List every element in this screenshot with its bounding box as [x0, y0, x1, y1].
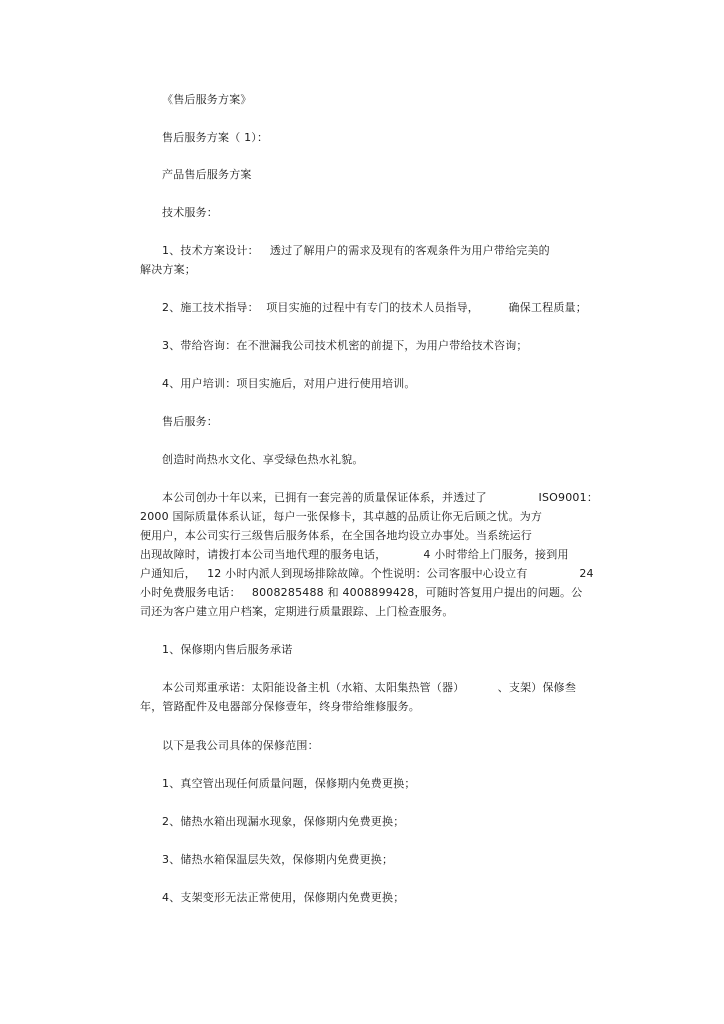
- slogan: 创造时尚热水文化、享受绿色热水礼貌。: [162, 453, 364, 466]
- document-subtitle: 售后服务方案（ 1）：: [162, 131, 269, 144]
- tech-item-1-line-2: 解决方案；: [140, 263, 196, 276]
- tech-item-2: 2、施工技术指导： 项目实施的过程中有专门的技术人员指导， 确保工程质量；: [162, 301, 587, 314]
- scope-intro: 以下是我公司具体的保修范围：: [162, 739, 319, 752]
- heading-warranty: 1、保修期内售后服务承诺: [162, 643, 293, 656]
- tech-item-4: 4、用户培训：项目实施后，对用户进行使用培训。: [162, 377, 416, 390]
- intro-line-3: 便用户，本公司实行三级售后服务体系，在全国各地均设立办事处。当系统运行: [140, 529, 532, 542]
- intro-line-1: 本公司创办十年以来，已拥有一套完善的质量保证体系，并透过了 ISO9001：: [162, 491, 599, 504]
- intro-line-7: 司还为客户建立用户档案，定期进行质量跟踪、上门检查服务。: [140, 605, 454, 618]
- intro-line-2: 2000 国际质量体系认证，每户一张保修卡，其卓越的品质让你无后顾之忧。为方: [140, 510, 543, 523]
- tech-item-1-line-1: 1、技术方案设计： 透过了解用户的需求及现有的客观条件为用户带给完美的: [162, 244, 550, 257]
- intro-line-4: 出现故障时，请拨打本公司当地代理的服务电话， 4 小时带给上门服务，接到用: [140, 548, 569, 561]
- scope-item-1: 1、真空管出现任何质量问题，保修期内免费更换；: [162, 777, 416, 790]
- tech-item-3: 3、带给咨询：在不泄漏我公司技术机密的前提下，为用户带给技术咨询；: [162, 339, 528, 352]
- heading-product-service: 产品售后服务方案: [162, 168, 252, 181]
- promise-line-1: 本公司郑重承诺：太阳能设备主机（水箱、太阳集热管（器） 、支架）保修叁: [162, 681, 577, 694]
- heading-tech-service: 技术服务：: [162, 206, 218, 219]
- promise-line-2: 年，管路配件及电器部分保修壹年，终身带给维修服务。: [140, 700, 420, 713]
- scope-item-4: 4、支架变形无法正常使用，保修期内免费更换；: [162, 891, 405, 904]
- scope-item-3: 3、储热水箱保温层失效，保修期内免费更换；: [162, 853, 394, 866]
- scope-item-2: 2、储热水箱出现漏水现象，保修期内免费更换；: [162, 815, 405, 828]
- document-title: 《售后服务方案》: [162, 93, 252, 106]
- heading-after-sales: 售后服务：: [162, 415, 218, 428]
- intro-line-6: 小时免费服务电话： 8008285488 和 4008899428，可随时答复用户提出的问题。公: [140, 586, 583, 599]
- intro-line-5: 户通知后， 12 小时内派人到现场排除故障。个性说明：公司客服中心设立有 24: [140, 567, 594, 580]
